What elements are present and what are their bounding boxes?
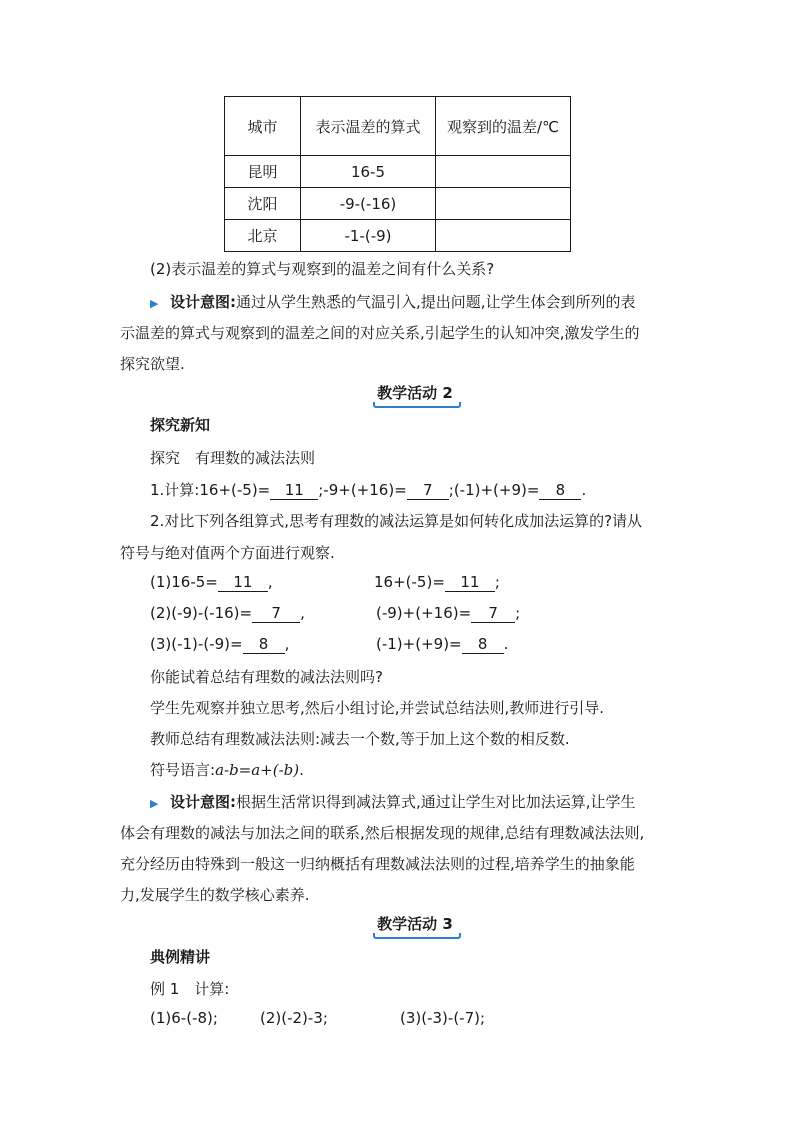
triangle-marker-icon: ▶ (150, 797, 159, 810)
answer-blank: 8 (539, 481, 581, 500)
table-cell-city: 北京 (225, 220, 301, 252)
temperature-table (224, 96, 571, 252)
design-intent-label: 设计意图: (170, 293, 236, 311)
pair-right (376, 604, 520, 623)
symbol-formula: a-b=a+(-b) (215, 761, 300, 779)
pair-left (150, 635, 289, 654)
symbol-prefix: 符号语言: (150, 761, 216, 779)
pair-right (376, 635, 508, 654)
table-cell-expr: -9-(-16) (301, 188, 436, 220)
pair-expr: (-9)+(+16)= (376, 604, 472, 622)
table-header-cell: 城市 (225, 97, 301, 156)
pair-expr: 16+(-5)= (374, 573, 445, 591)
table-row (225, 188, 571, 220)
calc-text: ;(-1)+(+9)= (448, 481, 540, 499)
heading-underline (373, 402, 461, 408)
example-1-label: 例 1 计算: (150, 980, 230, 998)
pair-punct: , (267, 573, 273, 591)
design-intent-2-line1 (150, 791, 636, 812)
table-cell-city: 昆明 (225, 156, 301, 188)
example-item: (3)(-3)-(-7); (400, 1009, 486, 1027)
table-header-cell: 表示温差的算式 (301, 97, 436, 156)
pair-punct: , (284, 635, 290, 653)
symbol-language (150, 759, 304, 780)
design-intent-1-line3: 探究欲望. (120, 355, 185, 373)
table-header-cell: 观察到的温差/℃ (436, 97, 571, 156)
answer-blank: 7 (407, 481, 449, 500)
pair-punct: . (503, 635, 509, 653)
design-intent-1-line2: 示温差的算式与观察到的温差之间的对应关系,引起学生的认知冲突,激发学生的 (120, 324, 640, 342)
pair-right (374, 573, 500, 592)
design-intent-2-line3: 充分经历由特殊到一般这一归纳概括有理数减法法则的过程,培养学生的抽象能 (120, 855, 635, 873)
triangle-marker-icon: ▶ (150, 297, 159, 310)
pair-punct: , (300, 604, 305, 622)
table-cell-obs (436, 188, 571, 220)
design-intent-text: 通过从学生熟悉的气温引入,提出问题,让学生体会到所列的表 (236, 293, 636, 311)
compare-line2: 符号与绝对值两个方面进行观察. (120, 544, 335, 562)
students-text: 学生先观察并独立思考,然后小组讨论,并尝试总结法则,教师进行引导. (150, 699, 605, 717)
calc-end: . (581, 481, 587, 499)
answer-blank: 8 (243, 635, 285, 654)
compare-line1: 2.对比下列各组算式,思考有理数的减法运算是如何转化成加法运算的?请从 (150, 512, 643, 530)
activity-3-title: 教学活动 3 (377, 915, 453, 933)
design-intent-1-line1 (150, 291, 636, 312)
pair-left (150, 604, 305, 623)
table-cell-obs (436, 220, 571, 252)
pair-punct: ; (494, 573, 500, 591)
teacher-text: 教师总结有理数减法法则:减去一个数,等于加上这个数的相反数. (150, 730, 570, 748)
calc-line (150, 479, 586, 500)
answer-blank: 8 (462, 635, 504, 654)
question-2: (2)表示温差的算式与观察到的温差之间有什么关系? (150, 260, 495, 278)
table-cell-city: 沈阳 (225, 188, 301, 220)
explore-subtitle: 探究 有理数的减法法则 (150, 449, 316, 467)
example-item: (1)6-(-8); (150, 1009, 218, 1027)
table-cell-obs (436, 156, 571, 188)
table-row (225, 156, 571, 188)
table-header-row (225, 97, 571, 156)
question-rule: 你能试着总结有理数的减法法则吗? (150, 668, 383, 686)
answer-blank: 11 (270, 481, 318, 500)
design-intent-text: 根据生活常识得到减法算式,通过让学生对比加法运算,让学生 (236, 793, 636, 811)
table-cell-expr: 16-5 (301, 156, 436, 188)
explore-title: 探究新知 (150, 416, 211, 434)
table-cell-expr: -1-(-9) (301, 220, 436, 252)
answer-blank: 7 (471, 604, 515, 623)
example-item: (2)(-2)-3; (260, 1009, 328, 1027)
answer-blank: 7 (252, 604, 300, 623)
answer-blank: 11 (218, 573, 268, 592)
design-intent-label: 设计意图: (170, 793, 236, 811)
table-row (225, 220, 571, 252)
pair-punct: ; (515, 604, 521, 622)
design-intent-2-line2: 体会有理数的减法与加法之间的联系,然后根据发现的规律,总结有理数减法法则, (120, 824, 645, 842)
activity-2-title: 教学活动 2 (377, 384, 453, 402)
symbol-end: . (299, 761, 304, 779)
example-title: 典例精讲 (150, 948, 211, 966)
activity-3-heading (330, 913, 500, 934)
pair-left (150, 573, 273, 592)
pair-expr: (2)(-9)-(-16)= (150, 604, 253, 622)
heading-underline (373, 933, 461, 939)
activity-2-heading (330, 382, 500, 403)
answer-blank: 11 (445, 573, 495, 592)
pair-expr: (-1)+(+9)= (376, 635, 462, 653)
pair-expr: (3)(-1)-(-9)= (150, 635, 243, 653)
calc-prefix: 1.计算:16+(-5)= (150, 481, 271, 499)
calc-text: ;-9+(+16)= (318, 481, 407, 499)
design-intent-2-line4: 力,发展学生的数学核心素养. (120, 886, 310, 904)
pair-expr: (1)16-5= (150, 573, 218, 591)
